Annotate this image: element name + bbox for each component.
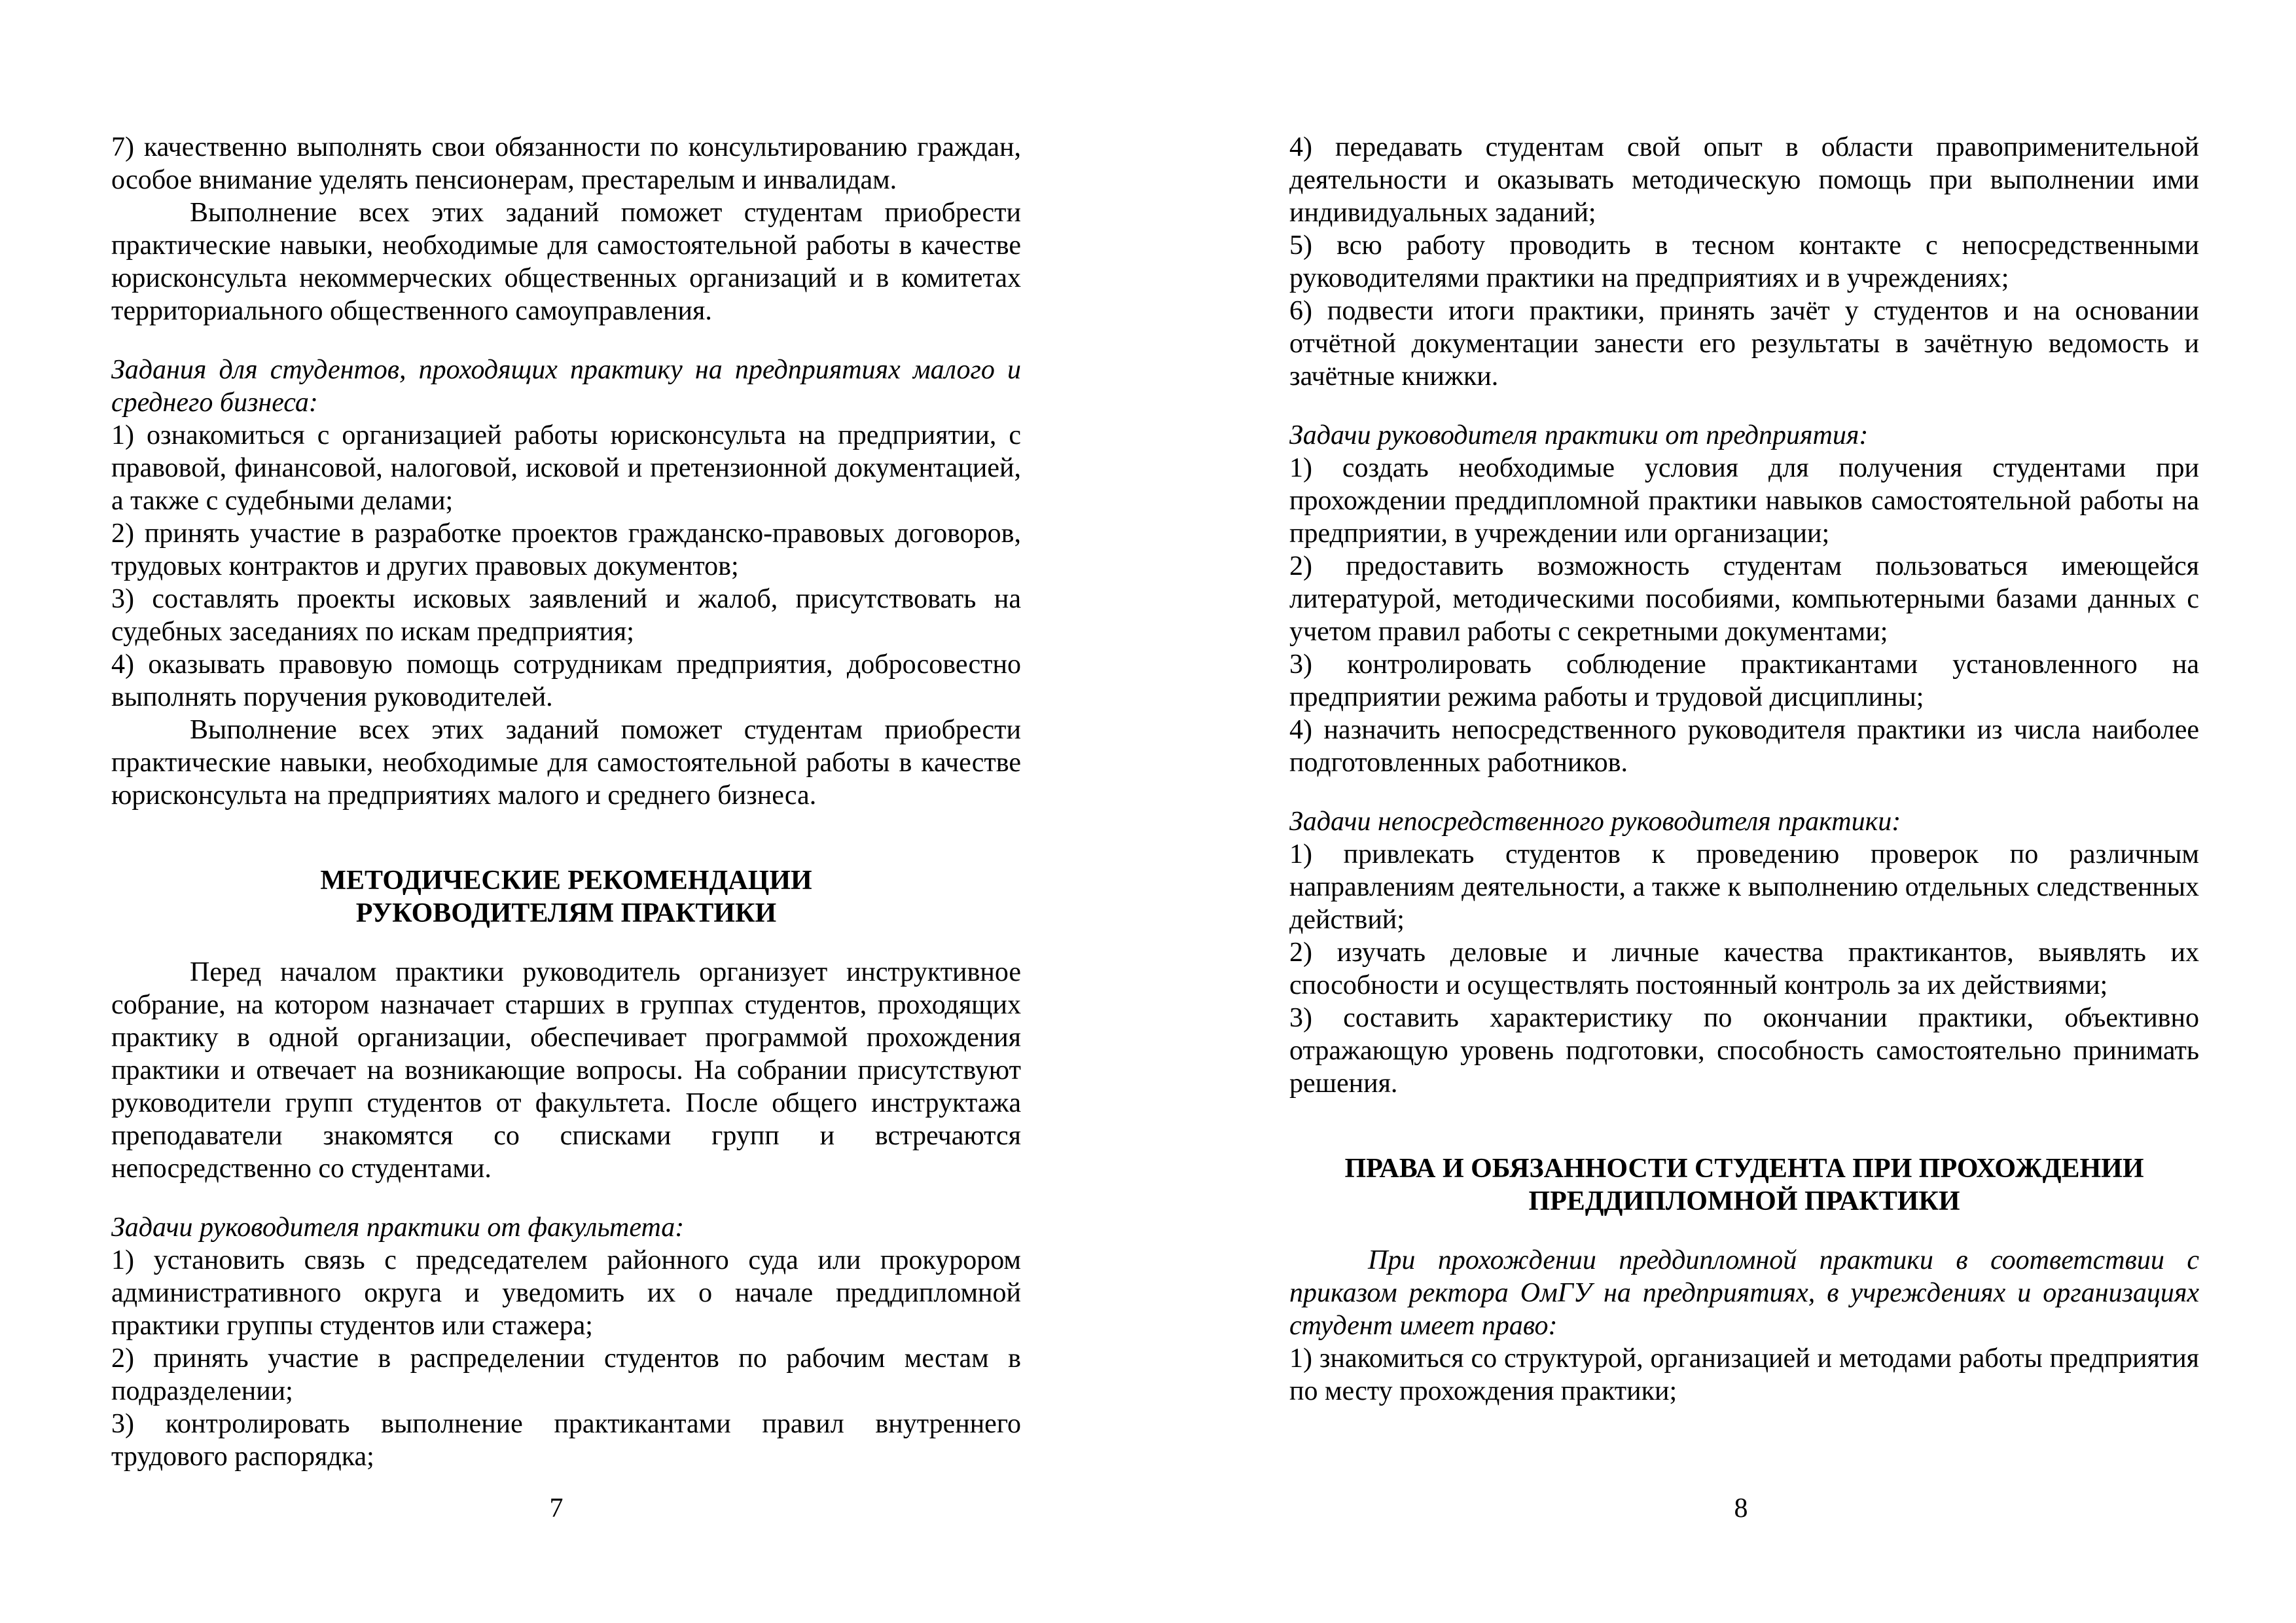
section-title: МЕТОДИЧЕСКИЕ РЕКОМЕНДАЦИИ	[320, 866, 812, 896]
section-title: ПРАВА И ОБЯЗАННОСТИ СТУДЕНТА ПРИ ПРОХОЖДЕНИИ	[1344, 1154, 2144, 1184]
list-item: 3) составлять проекты исковых заявлений и жалоб, присутствовать на судебных заседаниях по искам предприятия;	[111, 584, 1021, 647]
list-item: 1) ознакомиться с организацией работы юрисконсульта на предприятии, с правовой, финансовой, налоговой, исковой и претензионной документацией, а также с судебными делами;	[111, 420, 1021, 516]
list-item: 2) изучать деловые и личные качества практикантов, выявлять их способности и осуществлять постоянный контроль за их действиями;	[1289, 938, 2199, 1000]
list-item: 4) оказывать правовую помощь сотрудникам предприятия, добросовестно выполнять поручения руководителей.	[111, 649, 1021, 712]
faculty-heading: Задачи руководителя практики от факультета:	[111, 1213, 685, 1243]
direct-heading: Задачи непосредственного руководителя практики:	[1289, 807, 1901, 837]
list-item: 3) контролировать выполнение практикантами правил внутреннего трудового распорядка;	[111, 1409, 1021, 1472]
list-item: 7) качественно выполнять свои обязанности по консультированию граждан, особое внимание уделять пенсионерам, престарелым и инвалидам.	[111, 132, 1021, 195]
list-item: 3) составить характеристику по окончании практики, объективно отражающую уровень подготовки, способность самостоятельно принимать решения.	[1289, 1003, 2199, 1099]
list-item: 5) всю работу проводить в тесном контакте с непосредственными руководителями практики на предприятиях и в учреждениях;	[1289, 230, 2199, 293]
list-item: 2) предоставить возможность студентам пользоваться имеющейся литературой, методическими пособиями, компьютерными базами данных с учетом правил работы с секретными документами;	[1289, 551, 2199, 647]
list-item: 6) подвести итоги практики, принять зачёт у студентов и на основании отчётной документации занести его результаты в зачётную ведомость и зачётные книжки.	[1289, 296, 2199, 392]
enterprise-heading: Задачи руководителя практики от предприятия:	[1289, 420, 1869, 450]
list-item: 2) принять участие в распределении студентов по рабочим местам в подразделении;	[111, 1343, 1021, 1406]
list-item: 1) создать необходимые условия для получения студентами при прохождении преддипломной практики навыков самостоятельной работы на предприятии, в учреждении или организации;	[1289, 453, 2199, 549]
page-number: 7	[549, 1493, 564, 1523]
list-item: 4) назначить непосредственного руководителя практики из числа наиболее подготовленных работников.	[1289, 715, 2199, 778]
right-page	[1289, 131, 2199, 1539]
small-business-heading: Задания для студентов, проходящих практику на предприятиях малого и среднего бизнеса:	[111, 355, 1021, 418]
rights-intro: При прохождении преддипломной практики в соответствии с приказом ректора ОмГУ на предприятиях, в учреждениях и организациях студент имеет право:	[1289, 1245, 2199, 1341]
list-item: 3) контролировать соблюдение практикантами установленного на предприятии режима работы и трудовой дисциплины;	[1289, 649, 2199, 712]
page-number: 8	[1734, 1493, 1748, 1523]
left-page	[111, 131, 1021, 1539]
list-item: 1) установить связь с председателем районного суда или прокурором административного округа и уведомить их о начале преддипломной практики группы студентов или стажера;	[111, 1245, 1021, 1341]
paragraph: Перед началом практики руководитель организует инструктивное собрание, на котором назначает старших в группах студентов, проходящих практику в одной организации, обеспечивает программой прохождения практики и отвечает на возникающие вопросы. На собрании присутствуют руководители групп студентов от факультета. После общего инструктажа преподаватели знакомятся со списками групп и встречаются непосредственно со студентами.	[111, 957, 1021, 1184]
list-item: 4) передавать студентам свой опыт в области правоприменительной деятельности и оказывать методическую помощь при выполнении ими индивидуальных заданий;	[1289, 132, 2199, 228]
list-item: 1) знакомиться со структурой, организацией и методами работы предприятия по месту прохождения практики;	[1289, 1343, 2199, 1406]
list-item: 1) привлекать студентов к проведению проверок по различным направлениям деятельности, а также к выполнению отдельных следственных действий;	[1289, 839, 2199, 935]
section-title: РУКОВОДИТЕЛЯМ ПРАКТИКИ	[355, 898, 777, 928]
list-item: 2) принять участие в разработке проектов гражданско-правовых договоров, трудовых контрактов и других правовых документов;	[111, 519, 1021, 581]
paragraph: Выполнение всех этих заданий поможет студентам приобрести практические навыки, необходимые для самостоятельной работы в качестве юрисконсульта некоммерческих общественных организаций и в комитетах территориального общественного самоуправления.	[111, 198, 1021, 326]
section-title: ПРЕДДИПЛОМНОЙ ПРАКТИКИ	[1528, 1186, 1960, 1216]
paragraph: Выполнение всех этих заданий поможет студентам приобрести практические навыки, необходимые для самостоятельной работы в качестве юрисконсульта на предприятиях малого и среднего бизнеса.	[111, 715, 1021, 811]
